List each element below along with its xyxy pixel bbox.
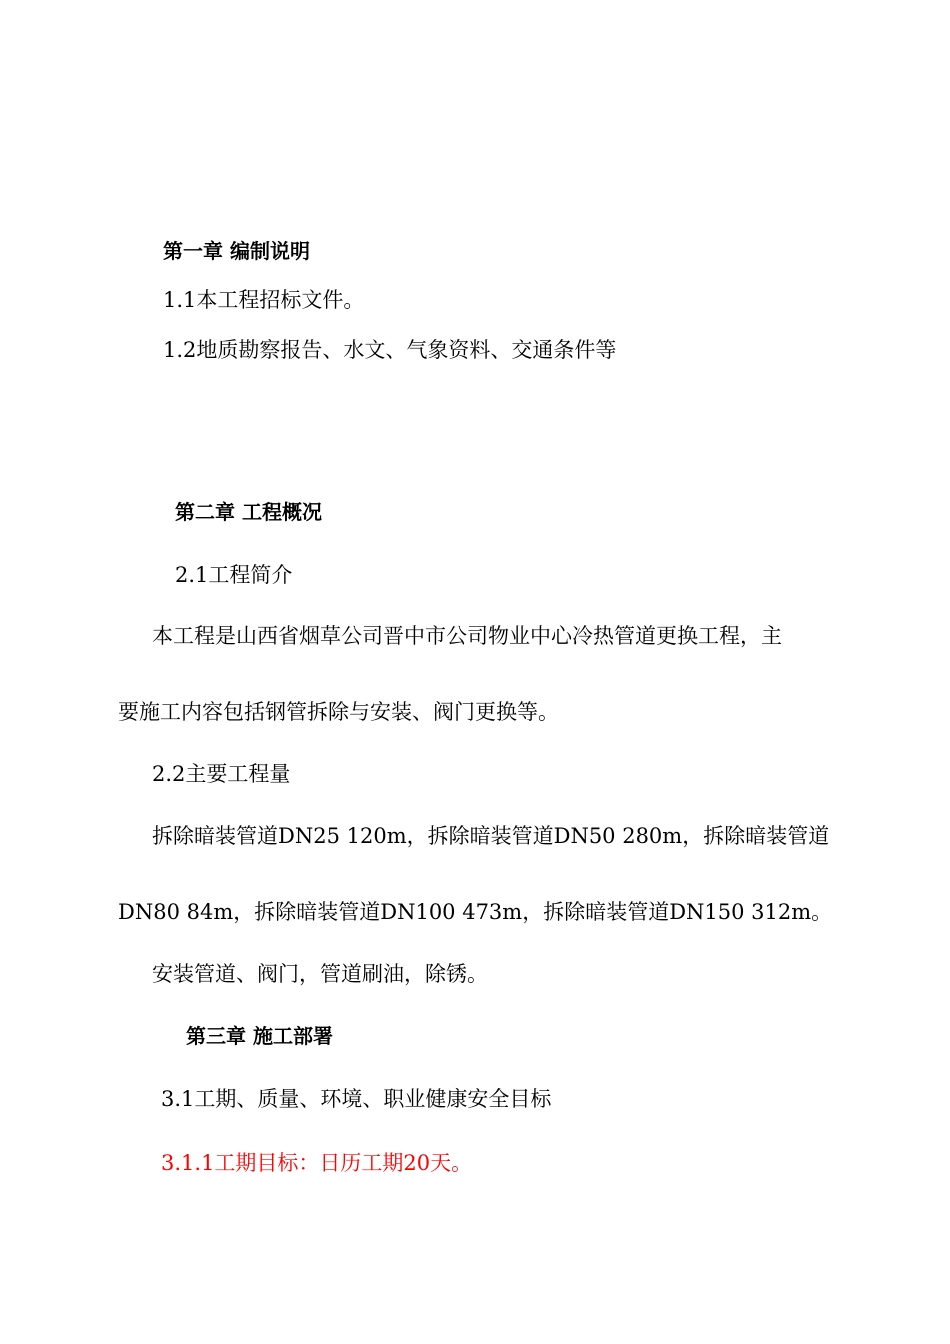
- quantities-line-2: DN80 84m，拆除暗装管道DN100 473m，拆除暗装管道DN150 312m。: [118, 900, 833, 924]
- section-2-1: 2.1工程简介: [175, 563, 293, 587]
- section-2-2: 2.2主要工程量: [152, 762, 291, 786]
- section-3-1-1: 3.1.1工期目标：日历工期20天。: [161, 1151, 473, 1175]
- item-1-2: 1.2地质勘察报告、水文、气象资料、交通条件等: [163, 338, 617, 362]
- intro-paragraph-line-1: 本工程是山西省烟草公司晋中市公司物业中心冷热管道更换工程，主: [152, 624, 782, 648]
- chapter-1-title: 第一章 编制说明: [163, 239, 310, 263]
- chapter-3-title: 第三章 施工部署: [186, 1024, 333, 1048]
- quantities-line-3: 安装管道、阀门，管道刷油，除锈。: [152, 962, 488, 986]
- intro-paragraph-line-2: 要施工内容包括钢管拆除与安装、阀门更换等。: [118, 700, 559, 724]
- quantities-line-1: 拆除暗装管道DN25 120m，拆除暗装管道DN50 280m，拆除暗装管道: [152, 824, 830, 848]
- chapter-2-title: 第二章 工程概况: [175, 500, 322, 524]
- section-3-1: 3.1工期、质量、环境、职业健康安全目标: [161, 1087, 552, 1111]
- item-1-1: 1.1本工程招标文件。: [163, 288, 365, 312]
